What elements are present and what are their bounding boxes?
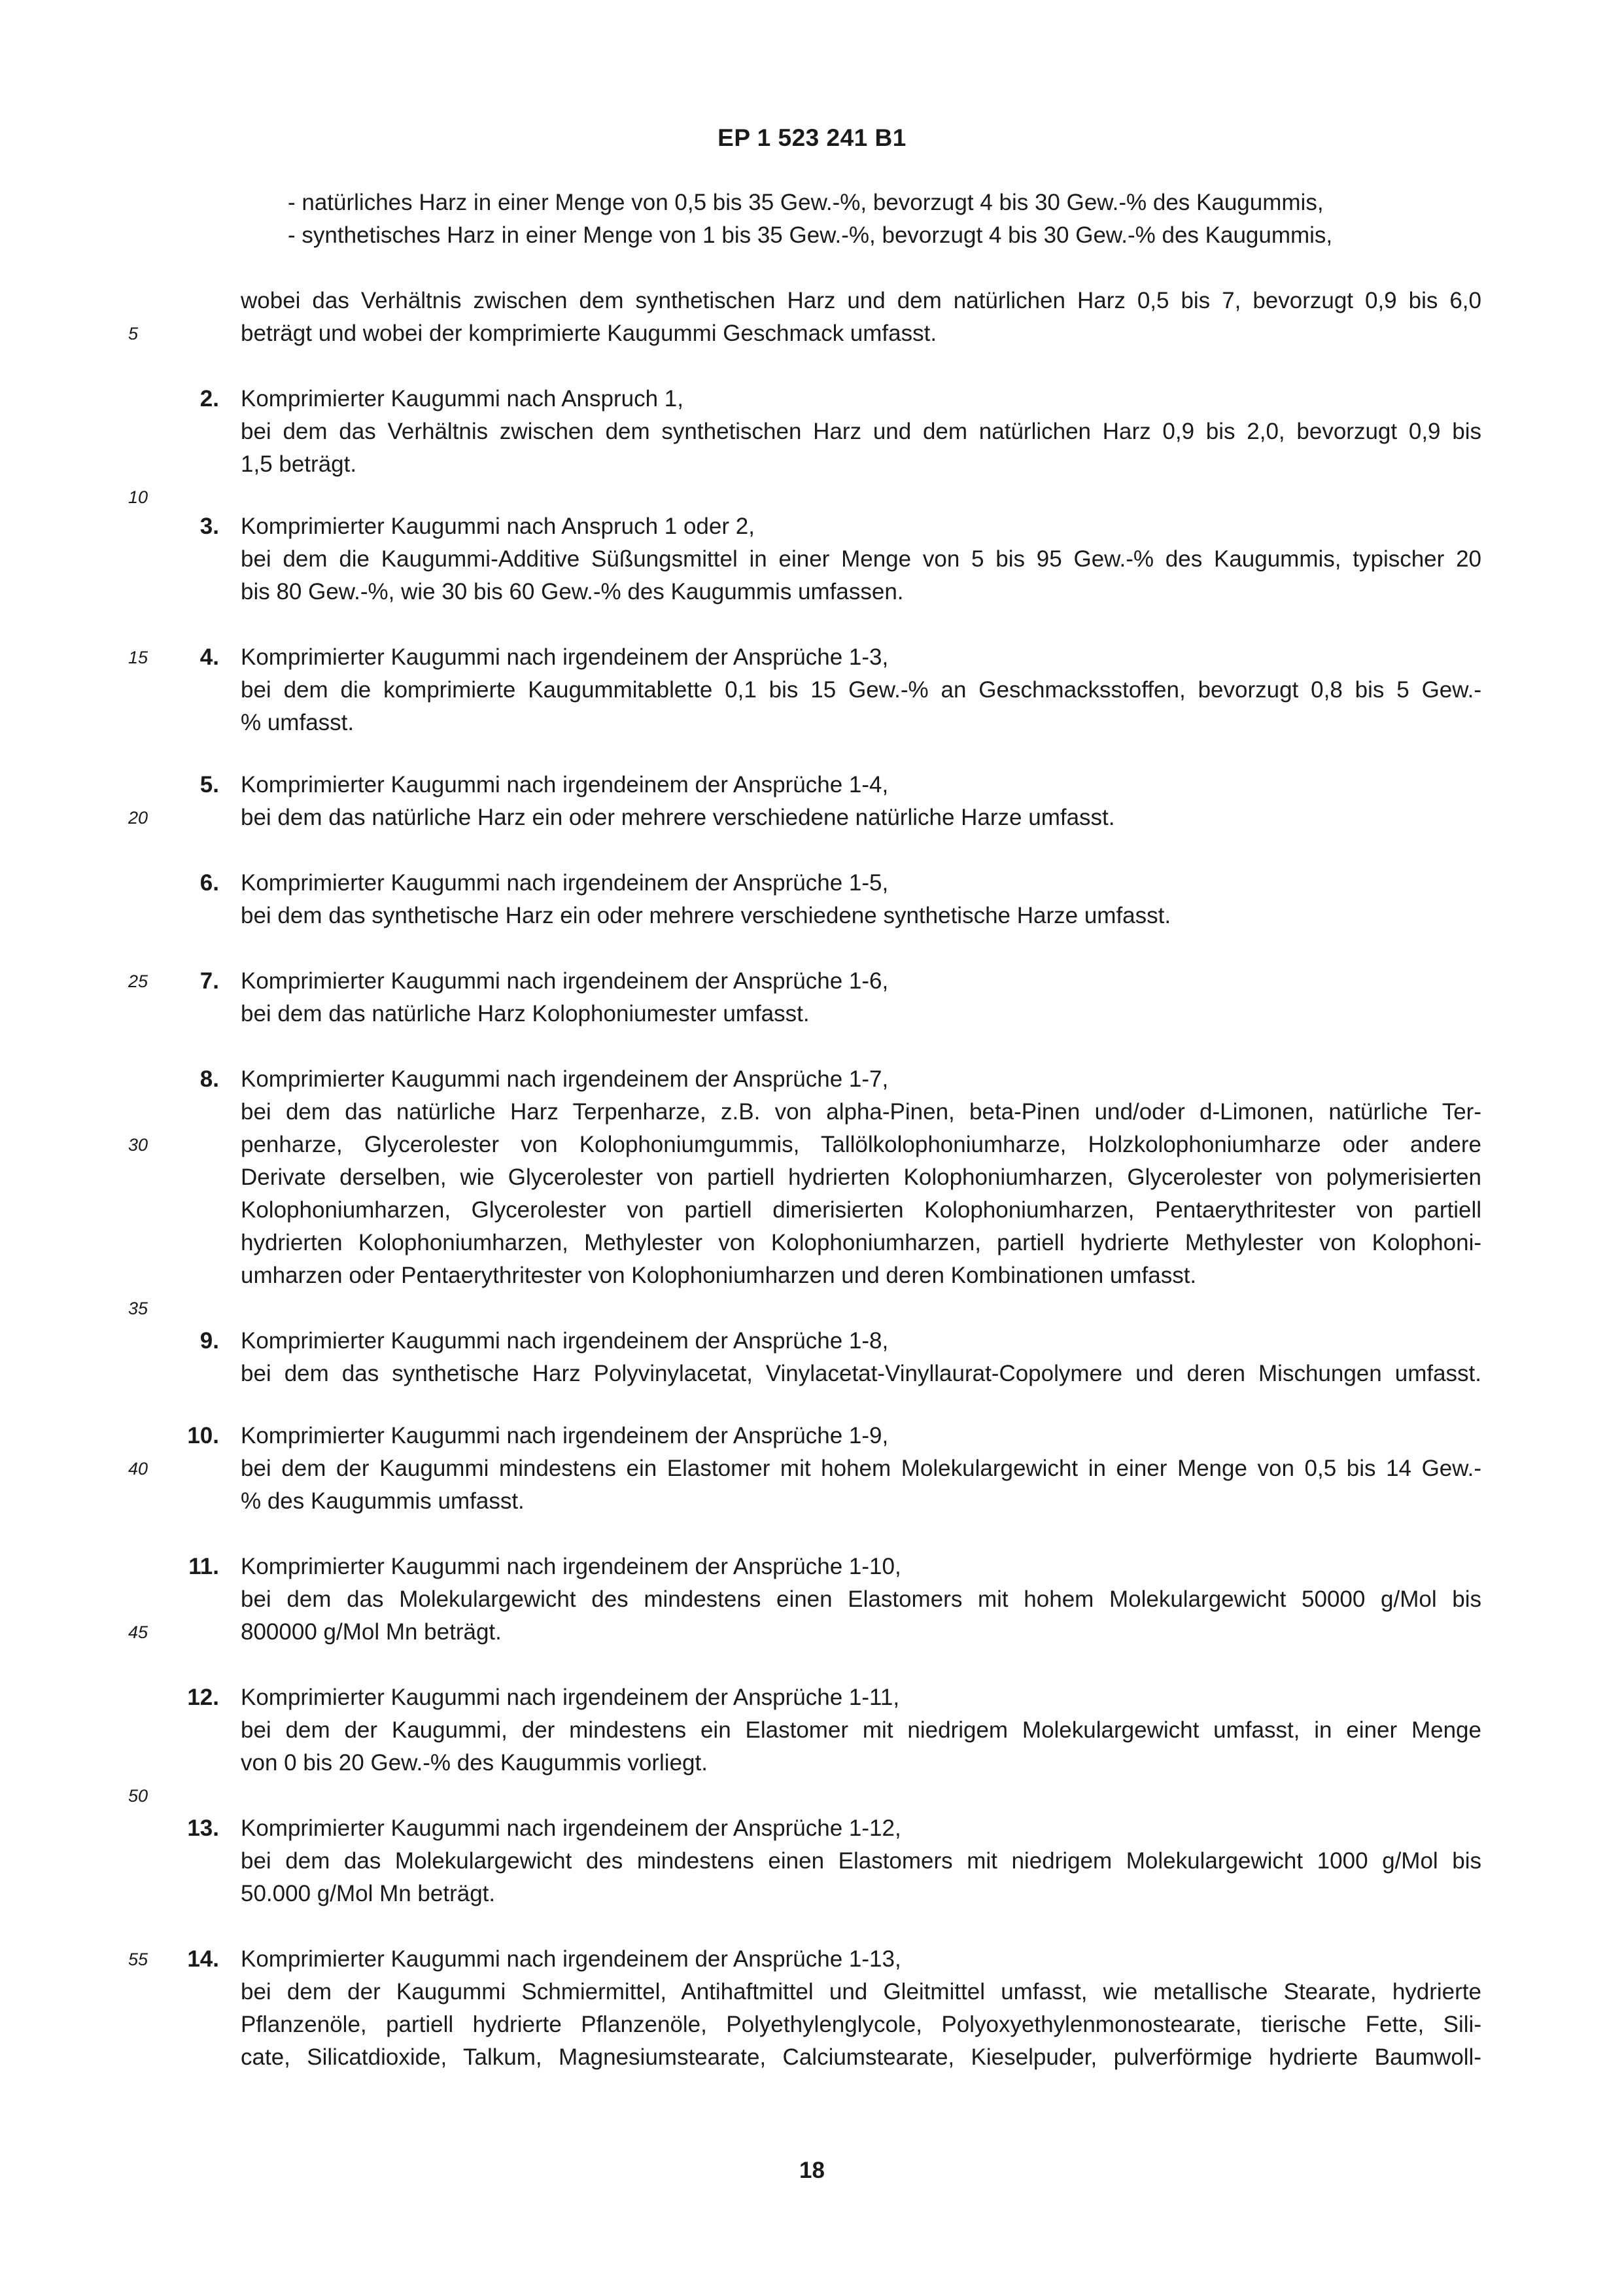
claim-text-line: beträgt und wobei der komprimierte Kaugummi Geschmack umfasst. — [241, 321, 937, 346]
claim-text-line: Derivate derselben, wie Glycerolester von partiell hydrierten Kolophoniumharzen, Glycerolester von polymerisierten — [241, 1165, 1481, 1190]
margin-line-number: 55 — [128, 1950, 148, 1969]
claim-text-line: 50.000 g/Mol Mn beträgt. — [241, 1881, 496, 1906]
claim-text-line: Komprimierter Kaugummi nach irgendeinem der Ansprüche 1-8, — [241, 1328, 889, 1354]
claim-text-line: hydrierten Kolophoniumharzen, Methylester von Kolophoniumharzen, partiell hydrierte Methylester von Kolophoni- — [241, 1230, 1481, 1255]
dash-item: - synthetisches Harz in einer Menge von 1 bis 35 Gew.-%, bevorzugt 4 bis 30 Gew.-% des Kaugummis, — [288, 222, 1333, 248]
margin-line-number: 45 — [128, 1622, 148, 1642]
claim-number: 4. — [199, 644, 219, 670]
claim-text-line: Komprimierter Kaugummi nach irgendeinem der Ansprüche 1-3, — [241, 644, 889, 670]
claim-text-line: bei dem das synthetische Harz ein oder mehrere verschiedene synthetische Harze umfasst. — [241, 903, 1171, 928]
margin-line-number: 50 — [128, 1786, 148, 1806]
page-number: 18 — [799, 2158, 825, 2183]
claim-text-line: Komprimierter Kaugummi nach irgendeinem der Ansprüche 1-4, — [241, 772, 889, 797]
dash-item: - natürliches Harz in einer Menge von 0,5 bis 35 Gew.-%, bevorzugt 4 bis 30 Gew.-% des Kaugummis, — [288, 190, 1324, 215]
claim-text-line: bei dem das natürliche Harz ein oder mehrere verschiedene natürliche Harze umfasst. — [241, 805, 1115, 830]
claim-text-line: Komprimierter Kaugummi nach irgendeinem der Ansprüche 1-10, — [241, 1554, 901, 1579]
claim-number: 11. — [188, 1554, 219, 1579]
claim-text-line: umharzen oder Pentaerythritester von Kolophoniumharzen und deren Kombinationen umfasst. — [241, 1263, 1197, 1288]
claim-text-line: bei dem das synthetische Harz Polyvinylacetat, Vinylacetat-Vinyllaurat-Copolymere und deren Mischungen umfasst. — [241, 1361, 1481, 1386]
claim-text-line: bei dem der Kaugummi mindestens ein Elastomer mit hohem Molekulargewicht in einer Menge von 0,5 bis 14 Gew.- — [241, 1456, 1481, 1481]
claim-number: 6. — [199, 870, 219, 896]
claim-text-line: % des Kaugummis umfasst. — [241, 1488, 525, 1514]
claim-number: 3. — [199, 514, 219, 539]
claim-text-line: bei dem das natürliche Harz Terpenharze, z.B. von alpha-Pinen, beta-Pinen und/oder d-Limonen, natürliche Ter- — [241, 1099, 1481, 1125]
claim-number: 13. — [187, 1815, 219, 1841]
claim-number: 12. — [187, 1685, 219, 1710]
margin-line-number: 35 — [128, 1299, 148, 1318]
claim-number: 8. — [199, 1066, 219, 1092]
claim-text-line: Komprimierter Kaugummi nach Anspruch 1 oder 2, — [241, 514, 755, 539]
margin-line-number: 40 — [128, 1459, 148, 1479]
claim-text-line: Komprimierter Kaugummi nach irgendeinem der Ansprüche 1-7, — [241, 1066, 889, 1092]
claim-text-line: Komprimierter Kaugummi nach irgendeinem der Ansprüche 1-9, — [241, 1423, 889, 1448]
claim-text-line: Komprimierter Kaugummi nach Anspruch 1, — [241, 386, 683, 412]
claim-text-line: bei dem die Kaugummi-Additive Süßungsmittel in einer Menge von 5 bis 95 Gew.-% des Kaugummis, typischer 20 — [241, 546, 1481, 572]
claim-text-line: 1,5 beträgt. — [241, 451, 357, 477]
claim-text-line: Kolophoniumharzen, Glycerolester von partiell dimerisierten Kolophoniumharzen, Pentaerythritester von partiell — [241, 1197, 1481, 1223]
claim-text-line: Komprimierter Kaugummi nach irgendeinem der Ansprüche 1-12, — [241, 1815, 901, 1841]
claim-text-line: bei dem das Molekulargewicht des mindestens einen Elastomers mit hohem Molekulargewicht 50000 g/Mol bis — [241, 1586, 1481, 1612]
page-header: EP 1 523 241 B1 — [717, 124, 907, 151]
margin-line-number: 30 — [128, 1135, 148, 1155]
claim-number: 2. — [199, 386, 219, 412]
margin-line-number: 15 — [128, 648, 148, 667]
claim-number: 7. — [199, 968, 219, 994]
claim-number: 9. — [199, 1328, 219, 1354]
margin-line-number: 5 — [128, 324, 139, 343]
claim-text-line: bei dem das natürliche Harz Kolophoniumester umfasst. — [241, 1001, 810, 1026]
margin-line-number: 20 — [128, 808, 148, 828]
claim-text-line: von 0 bis 20 Gew.-% des Kaugummis vorliegt. — [241, 1750, 708, 1776]
claim-text-line: Komprimierter Kaugummi nach irgendeinem der Ansprüche 1-11, — [241, 1685, 900, 1710]
claim-text-line: bei dem die komprimierte Kaugummitablette 0,1 bis 15 Gew.-% an Geschmacksstoffen, bevorzugt 0,8 bis 5 Gew.- — [241, 677, 1481, 703]
claim-text-line: bei dem das Molekulargewicht des mindestens einen Elastomers mit niedrigem Molekulargewicht 1000 g/Mol bis — [241, 1848, 1481, 1874]
margin-line-number: 10 — [128, 487, 148, 507]
claim-text-line: bei dem der Kaugummi Schmiermittel, Antihaftmittel und Gleitmittel umfasst, wie metallische Stearate, hydrierte — [241, 1979, 1481, 2005]
claim-number: 5. — [199, 772, 219, 797]
claim-text-line: Komprimierter Kaugummi nach irgendeinem der Ansprüche 1-6, — [241, 968, 889, 994]
claim-text-line: bei dem der Kaugummi, der mindestens ein Elastomer mit niedrigem Molekulargewicht umfasst, in einer Menge — [241, 1717, 1481, 1743]
claim-text-line: Pflanzenöle, partiell hydrierte Pflanzenöle, Polyethylenglycole, Polyoxyethylenmonostearate, tierische Fette, Sili- — [241, 2012, 1481, 2037]
claim-text-line: wobei das Verhältnis zwischen dem synthetischen Harz und dem natürlichen Harz 0,5 bis 7, bevorzugt 0,9 bis 6,0 — [241, 288, 1481, 313]
claim-text-line: Komprimierter Kaugummi nach irgendeinem der Ansprüche 1-13, — [241, 1946, 901, 1972]
claim-number: 14. — [187, 1946, 219, 1972]
claim-text-line: Komprimierter Kaugummi nach irgendeinem der Ansprüche 1-5, — [241, 870, 889, 896]
claim-number: 10. — [187, 1423, 219, 1448]
claim-text-line: bis 80 Gew.-%, wie 30 bis 60 Gew.-% des Kaugummis umfassen. — [241, 579, 904, 604]
claim-text-line: cate, Silicatdioxide, Talkum, Magnesiumstearate, Calciumstearate, Kieselpuder, pulverförmige hydrierte Baumwoll- — [241, 2044, 1481, 2070]
claim-text-line: penharze, Glycerolester von Kolophoniumgummis, Tallölkolophoniumharze, Holzkolophoniumharze oder andere — [241, 1132, 1481, 1157]
claim-text-line: % umfasst. — [241, 710, 354, 735]
margin-line-number: 25 — [128, 972, 148, 991]
claim-text-line: bei dem das Verhältnis zwischen dem synthetischen Harz und dem natürlichen Harz 0,9 bis 2,0, bevorzugt 0,9 bis — [241, 419, 1481, 444]
claim-text-line: 800000 g/Mol Mn beträgt. — [241, 1619, 502, 1645]
